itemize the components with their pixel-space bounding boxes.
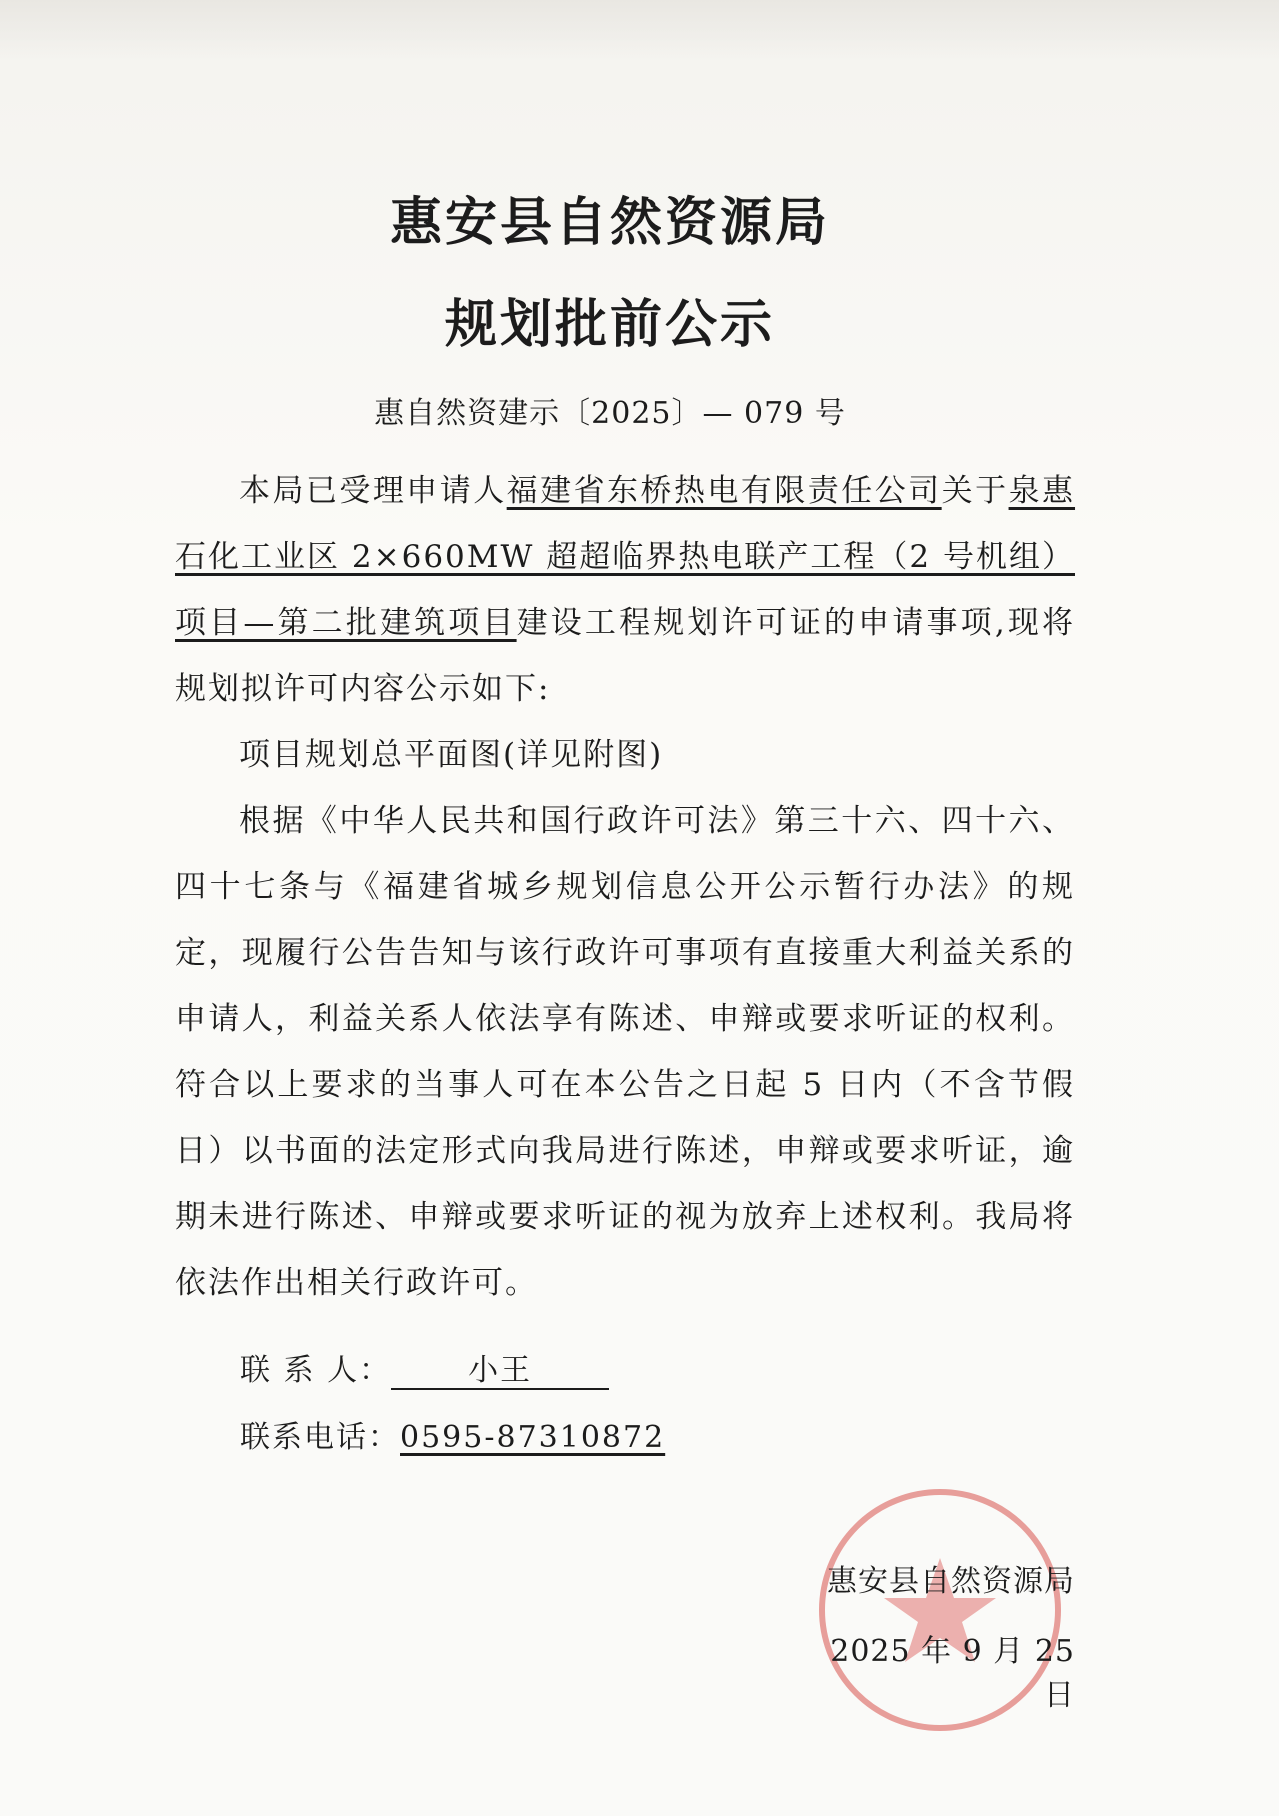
- p1-tail: 建设工程规划许可证的申请事项,现将规划拟许可内容公示如下:: [175, 605, 1075, 707]
- paragraph-application: [175, 458, 1075, 722]
- notice-body: [175, 458, 1075, 1316]
- contact-phone-label: 联系电话：: [240, 1420, 400, 1455]
- document-title: 惠安县自然资源局: [389, 193, 830, 253]
- contact-person-row: [240, 1345, 609, 1390]
- document-number: 惠自然资建示〔2025〕— 079 号: [374, 396, 846, 431]
- contact-phone-value: 0595-87310872: [400, 1420, 666, 1455]
- paragraph-legal-basis: 根据《中华人民共和国行政许可法》第三十六、四十六、四十七条与《福建省城乡规划信息公开公示暂行办法》的规定，现履行公告告知与该行政许可事项有直接重大利益关系的申请人，利益关系人依法享有陈述、申辩或要求听证的权利。符合以上要求的当事人可在本公告之日起 5 日内（不含节假日）以书面的法定形式向我局进行陈述，申辩或要求听证，逾期未进行陈述、申辩或要求听证的视为放弃上述权利。我局将依法作出相关行政许可。: [175, 803, 1075, 1301]
- applicant-name: 福建省东桥热电有限责任公司: [506, 473, 942, 509]
- project-name: 泉惠石化工业区 2×660MW 超超临界热电联产工程（2 号机组）项目—第二批建筑项目: [175, 473, 1076, 641]
- paragraph-site-plan: 项目规划总平面图(详见附图): [239, 737, 664, 773]
- p1-about: 关于: [941, 473, 1009, 509]
- signature-date: 2025 年 9 月 25 日: [830, 1634, 1075, 1713]
- contact-person-value: 小王: [391, 1354, 609, 1390]
- contact-person-label: 联 系 人：: [240, 1353, 392, 1388]
- p1-lead: 本局已受理申请人: [239, 473, 507, 509]
- contact-phone-row: [240, 1412, 665, 1456]
- signature-organization: 惠安县自然资源局: [827, 1564, 1075, 1599]
- page-fold-shadow: [0, 0, 1279, 60]
- document-subtitle: 规划批前公示: [444, 295, 775, 355]
